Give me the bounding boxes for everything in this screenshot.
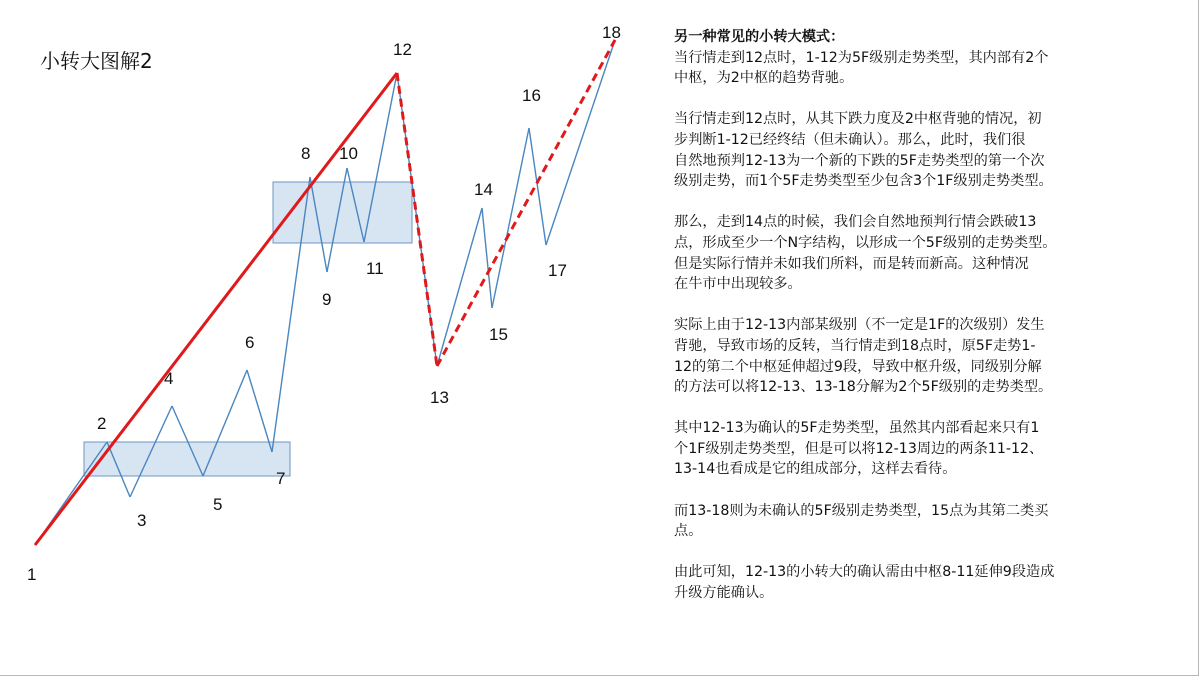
point-label-18: 18 xyxy=(602,23,621,42)
explanation-paragraph-6: 而13-18则为未确认的5F级别走势类型，15点为其第二类买 点。 xyxy=(674,502,1049,540)
point-label-16: 16 xyxy=(522,86,541,105)
wave-segment-14-15 xyxy=(482,208,492,308)
point-label-2: 2 xyxy=(97,414,107,433)
explanation-panel xyxy=(674,27,1144,624)
point-label-4: 4 xyxy=(164,369,174,388)
point-label-6: 6 xyxy=(245,333,255,352)
point-label-5: 5 xyxy=(213,495,223,514)
point-label-11: 11 xyxy=(366,259,384,278)
explanation-paragraph-4: 实际上由于12-13内部某级别（不一定是1F的次级别）发生 背驰，导致市场的反转，当行情走到18点时，原5F走势1- 12的第二个中枢延伸超过9段，导致中枢升级，同级别分解 的方法可以将12-13、13-18分解为2个5F级别的走势类型。 xyxy=(674,317,1053,396)
explanation-paragraph-2: 当行情走到12点时，从其下跌力度及2中枢背驰的情况，初 步判断1-12已经终结（但未确认）。那么，此时，我们很 自然地预判12-13为一个新的下跌的5F走势类型的第一个次 级别走势，而1个5F走势类型至少包含3个1F级别走势类型。 xyxy=(674,111,1053,190)
point-label-13: 13 xyxy=(430,388,449,407)
point-label-15: 15 xyxy=(489,325,508,344)
point-label-7: 7 xyxy=(276,469,286,488)
wave-segment-16-17 xyxy=(529,128,546,245)
zones-layer xyxy=(84,182,412,476)
wave-segment-6-7 xyxy=(247,370,272,452)
point-label-14: 14 xyxy=(474,180,493,199)
explanation-paragraph-5: 其中12-13为确认的5F走势类型，虽然其内部看起来只有1 个1F级别走势类型，但是可以将12-13周边的两条11-12、 13-14也看成是它的组成部分，这样去看待。 xyxy=(674,420,1044,478)
explanation-paragraph-7: 由此可知，12-13的小转大的确认需由中枢8-11延伸9段造成 升级方能确认。 xyxy=(674,564,1055,602)
diagram-title: 小转大图解2 xyxy=(40,49,153,73)
wave-segment-13-14 xyxy=(437,208,482,366)
point-label-12: 12 xyxy=(393,40,412,59)
point-label-17: 17 xyxy=(548,261,567,280)
wave-segment-17-18 xyxy=(546,40,615,245)
explanation-paragraph-3: 那么，走到14点的时候，我们会自然地预判行情会跌破13 点，形成至少一个N字结构，以形成一个5F级别的走势类型。 但是实际行情并未如我们所料，而是转而新高。这种情况 在牛市中出现较多。 xyxy=(674,214,1057,293)
explanation-paragraph-1: 当行情走到12点时，1-12为5F级别走势类型，其内部有2个 中枢，为2中枢的趋势背驰。 xyxy=(674,49,1049,87)
explanation-heading: 另一种常见的小转大模式： xyxy=(674,29,845,45)
point-label-1: 1 xyxy=(27,565,37,584)
point-label-9: 9 xyxy=(322,290,332,309)
point-label-10: 10 xyxy=(339,144,358,163)
wave-segment-15-16 xyxy=(492,128,529,308)
point-labels-layer xyxy=(27,23,621,584)
point-label-8: 8 xyxy=(301,144,311,163)
zone-center-1 xyxy=(84,442,290,476)
point-label-3: 3 xyxy=(137,511,147,530)
